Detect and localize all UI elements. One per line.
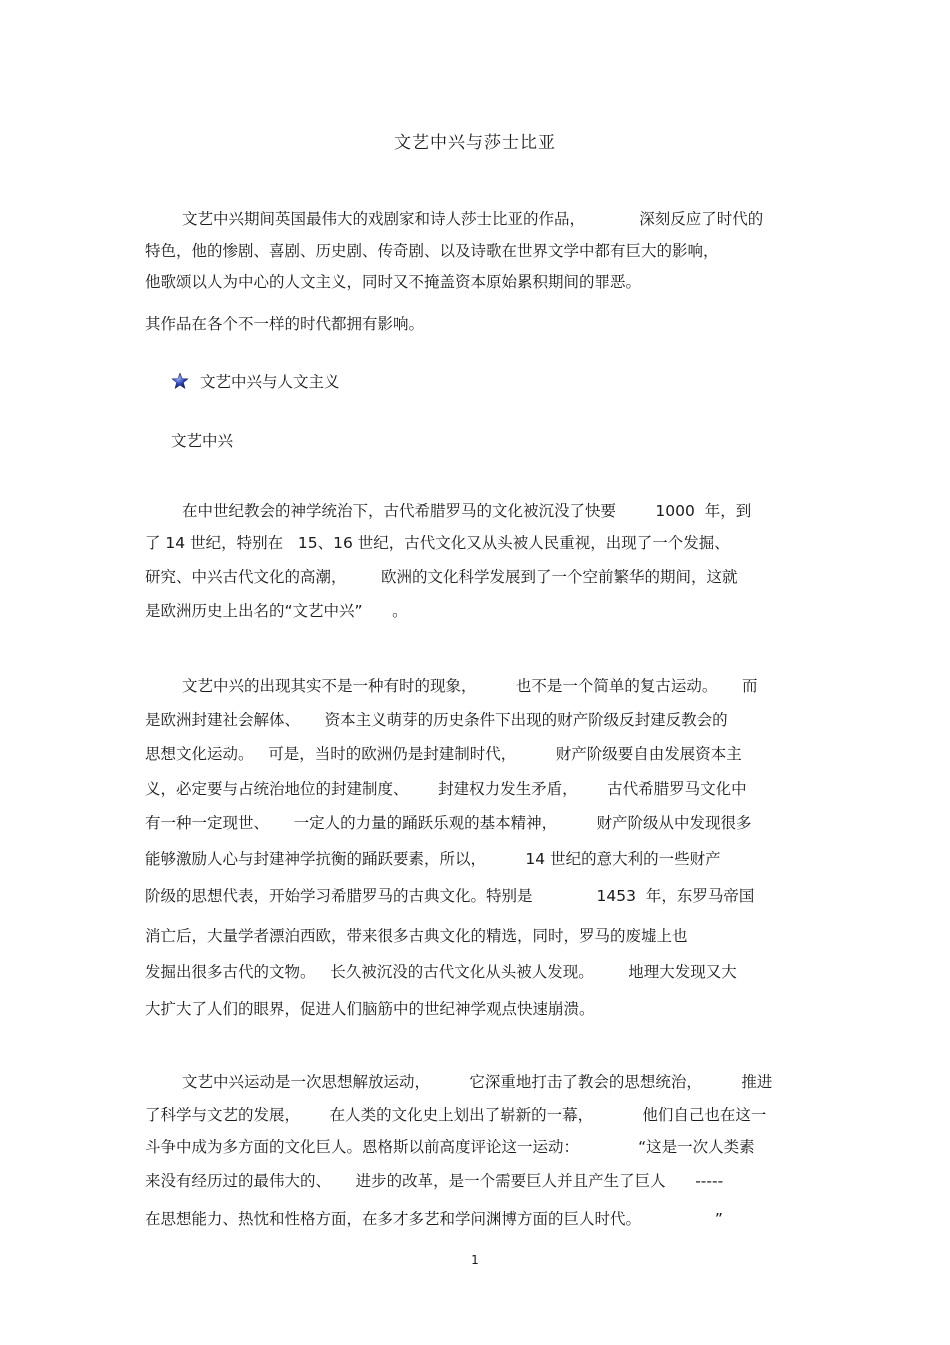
paragraph-line: 了科学与文艺的发展， 在人类的文化史上划出了崭新的一幕， 他们自己也在这一 (145, 1106, 767, 1124)
star-bullet-icon (171, 372, 189, 390)
intro-line: 他歌颂以人为中心的人文主义，同时又不掩盖资本原始累积期间的罪恶。 (145, 273, 642, 291)
intro-line: 其作品在各个不一样的时代都拥有影响。 (145, 315, 425, 333)
paragraph-line: 能够激励人心与封建神学抗衡的踊跃要素，所以， 14 世纪的意大利的一些财产 (145, 850, 721, 868)
paragraph-line: 是欧洲历史上出名的“文艺中兴” 。 (145, 602, 408, 620)
paragraph-line: 义，必定要与占统治地位的封建制度、 封建权力发生矛盾， 古代希腊罗马文化中 (145, 780, 747, 798)
paragraph-line: 在思想能力、热忱和性格方面，在多才多艺和学问渊博方面的巨人时代。 ” (145, 1210, 723, 1228)
paragraph-line: 了 14 世纪，特别在 15、16 世纪，古代文化又从头被人民重视，出现了一个发掘、 (145, 534, 730, 552)
subheading: 文艺中兴 (171, 432, 234, 450)
paragraph-line: 是欧洲封建社会解体、 资本主义萌芽的历史条件下出现的财产阶级反封建反教会的 (145, 711, 728, 729)
paragraph-line: 阶级的思想代表，开始学习希腊罗马的古典文化。特别是 1453 年，东罗马帝国 (145, 887, 755, 905)
paragraph-line: 研究、中兴古代文化的高潮， 欧洲的文化科学发展到了一个空前繁华的期间，这就 (145, 568, 738, 586)
intro-line: 文艺中兴期间英国最伟大的戏剧家和诗人莎士比亚的作品， 深刻反应了时代的 (182, 210, 764, 228)
page-number: 1 (471, 1253, 479, 1267)
paragraph-line: 大扩大了人们的眼界，促进人们脑筋中的世纪神学观点快速崩溃。 (145, 1000, 595, 1018)
paragraph-line: 消亡后，大量学者漂泊西欧，带来很多古典文化的精选，同时，罗马的废墟上也 (145, 927, 688, 945)
paragraph-line: 来没有经历过的最伟大的、 进步的改革，是一个需要巨人并且产生了巨人 ----- (145, 1172, 724, 1190)
paragraph-line: 有一种一定现世、 一定人的力量的踊跃乐观的基本精神， 财产阶级从中发现很多 (145, 814, 752, 832)
paragraph-line: 在中世纪教会的神学统治下，古代希腊罗马的文化被沉没了快要 1000 年，到 (182, 502, 752, 520)
intro-line: 特色，他的惨剧、喜剧、历史剧、传奇剧、以及诗歌在世界文学中都有巨大的影响， (145, 242, 719, 260)
section-heading: 文艺中兴与人文主义 (200, 373, 340, 391)
paragraph-line: 思想文化运动。 可是，当时的欧洲仍是封建制时代， 财产阶级要自由发展资本主 (145, 745, 742, 763)
paragraph-line: 发掘出很多古代的文物。 长久被沉没的古代文化从头被人发现。 地理大发现又大 (145, 963, 737, 981)
page-title: 文艺中兴与莎士比亚 (394, 133, 556, 153)
paragraph-line: 文艺中兴的出现其实不是一种有时的现象， 也不是一个简单的复古运动。 而 (182, 677, 758, 695)
paragraph-line: 斗争中成为多方面的文化巨人。恩格斯以前高度评论这一运动： “这是一次人类素 (145, 1138, 755, 1156)
paragraph-line: 文艺中兴运动是一次思想解放运动， 它深重地打击了教会的思想统治， 推进 (182, 1073, 773, 1091)
